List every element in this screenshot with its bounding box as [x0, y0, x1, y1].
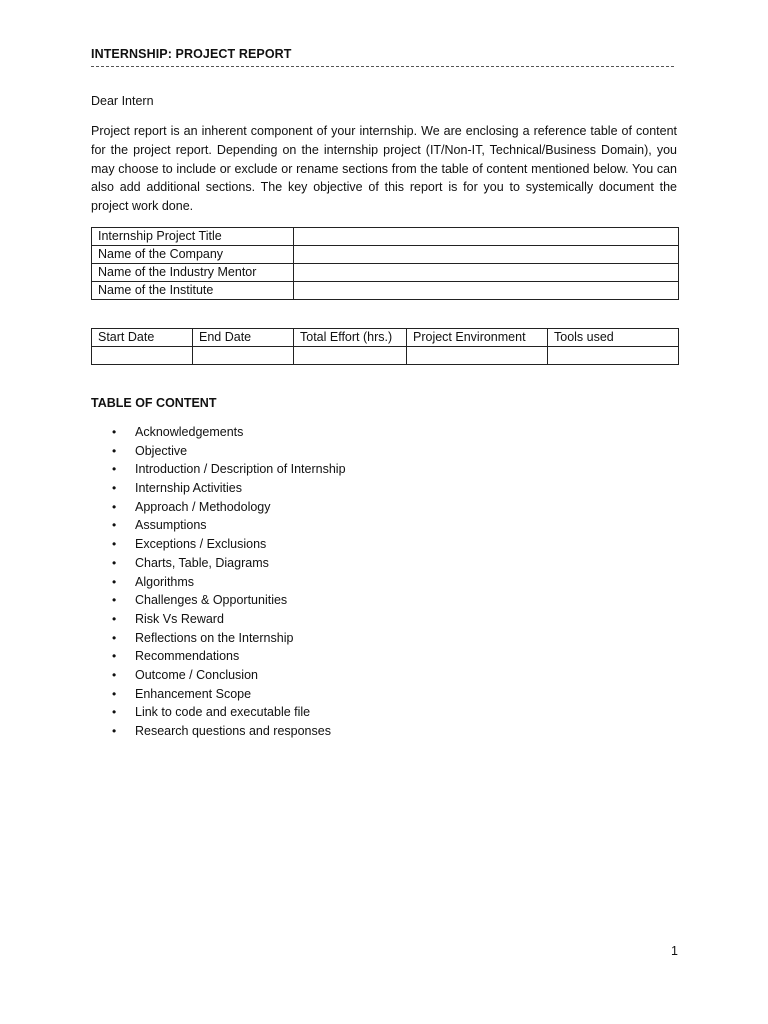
list-item: [91, 647, 346, 666]
column-header: Start Date: [92, 329, 193, 347]
info-value: [294, 264, 679, 282]
bullet-icon: •: [112, 443, 117, 458]
column-header: Tools used: [548, 329, 679, 347]
list-item: [91, 610, 346, 629]
salutation: Dear Intern: [91, 94, 154, 108]
table-cell: [92, 347, 193, 365]
toc-item-label: Risk Vs Reward: [135, 611, 224, 626]
info-label: Name of the Industry Mentor: [92, 264, 294, 282]
table-row: [92, 264, 679, 282]
toc-item-label: Introduction / Description of Internship: [135, 462, 346, 477]
document-page: [91, 0, 678, 1024]
bullet-icon: •: [112, 593, 117, 608]
table-row: [92, 282, 679, 300]
project-environment-table: [91, 328, 679, 365]
intro-paragraph: Project report is an inherent component of your internship. We are enclosing a reference table of content for the project report. Depending on the internship project (IT/Non-IT, Technical/Business Domain), you may choose to include or exclude or rename sections from the table of content mentioned below. You can also add additional sections. The key objective of this report is for you to systemically document the project work done.: [91, 124, 677, 214]
toc-item-label: Challenges & Opportunities: [135, 593, 288, 608]
bullet-icon: •: [112, 462, 117, 477]
bullet-icon: •: [112, 518, 117, 533]
info-label: Internship Project Title: [92, 228, 294, 246]
info-value: [294, 282, 679, 300]
list-item: [91, 498, 346, 517]
table-row: [92, 246, 679, 264]
list-item: [91, 554, 346, 573]
table-cell: [294, 347, 407, 365]
bullet-icon: •: [112, 649, 117, 664]
toc-list: [91, 423, 346, 741]
table-cell: [407, 347, 548, 365]
toc-item-label: Objective: [135, 443, 188, 458]
toc-item-label: Enhancement Scope: [135, 686, 252, 701]
toc-item-label: Assumptions: [135, 518, 207, 533]
column-header: Total Effort (hrs.): [294, 329, 407, 347]
list-item: [91, 722, 346, 741]
bullet-icon: •: [112, 667, 117, 682]
toc-item-label: Reflections on the Internship: [135, 630, 294, 645]
table-header-row: [92, 329, 679, 347]
list-item: [91, 516, 346, 535]
column-header: Project Environment: [407, 329, 548, 347]
bullet-icon: •: [112, 537, 117, 552]
toc-item-label: Approach / Methodology: [135, 499, 271, 514]
list-item: [91, 703, 346, 722]
project-info-table: [91, 227, 679, 300]
table-cell: [548, 347, 679, 365]
info-label: Name of the Institute: [92, 282, 294, 300]
info-label: Name of the Company: [92, 246, 294, 264]
toc-item-label: Link to code and executable file: [135, 705, 311, 720]
document-heading: INTERNSHIP: PROJECT REPORT: [91, 47, 292, 61]
table-row: [92, 347, 679, 365]
bullet-icon: •: [112, 425, 117, 439]
dashed-separator: [91, 66, 674, 67]
list-item: [91, 666, 346, 685]
page-number: 1: [671, 944, 678, 958]
bullet-icon: •: [112, 574, 117, 589]
toc-title: TABLE OF CONTENT: [91, 396, 217, 410]
toc-item-label: Research questions and responses: [135, 724, 331, 738]
list-item: [91, 629, 346, 648]
toc-item-label: Charts, Table, Diagrams: [135, 555, 269, 570]
bullet-icon: •: [112, 705, 117, 720]
toc-item-label: Recommendations: [135, 649, 240, 664]
toc-item-label: Outcome / Conclusion: [135, 667, 258, 682]
bullet-icon: •: [112, 724, 117, 738]
list-item: [91, 442, 346, 461]
info-value: [294, 228, 679, 246]
list-item: [91, 573, 346, 592]
table-cell: [193, 347, 294, 365]
bullet-icon: •: [112, 555, 117, 570]
list-item: [91, 591, 346, 610]
list-item: [91, 479, 346, 498]
toc-item-label: Algorithms: [135, 574, 195, 589]
table-row: [92, 228, 679, 246]
column-header: End Date: [193, 329, 294, 347]
bullet-icon: •: [112, 630, 117, 645]
bullet-icon: •: [112, 686, 117, 701]
list-item: [91, 535, 346, 554]
bullet-icon: •: [112, 499, 117, 514]
list-item: [91, 685, 346, 704]
toc-item-label: Internship Activities: [135, 481, 242, 496]
list-item: [91, 460, 346, 479]
bullet-icon: •: [112, 481, 117, 496]
bullet-icon: •: [112, 611, 117, 626]
toc-item-label: Acknowledgements: [135, 425, 244, 439]
toc-item-label: Exceptions / Exclusions: [135, 537, 267, 552]
info-value: [294, 246, 679, 264]
list-item: [91, 423, 346, 442]
